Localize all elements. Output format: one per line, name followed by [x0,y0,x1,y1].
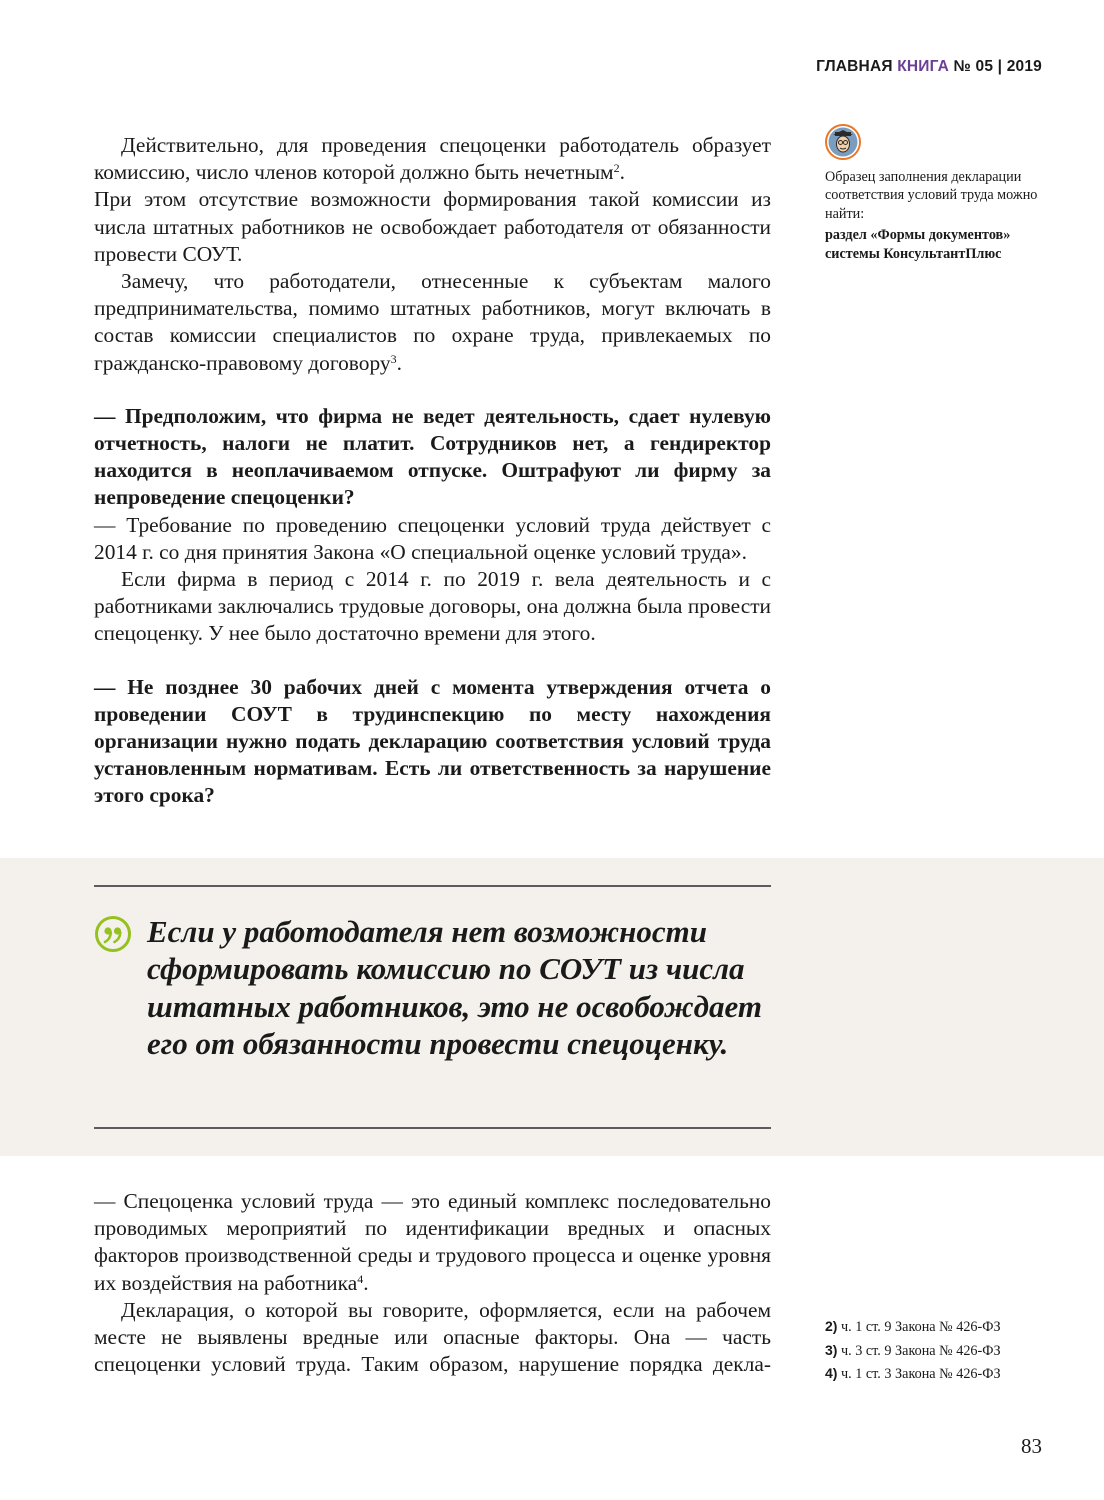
footnote-ref: 4 [357,1271,364,1286]
paragraph: Декларация, о которой вы говорите, оформляется, если на рабочем месте не выявлены вредные или опасные факторы. Она — часть спецоценки условий труда. Таким образом, нарушение порядка декла- [94,1297,771,1377]
quote-top-rule [94,885,771,887]
sidebar-note-text: Образец заполнения декларации соответствия условий труда можно найти: [825,169,1038,222]
masthead-brand-accent: КНИГА [897,58,950,75]
sidebar-note [825,124,1055,263]
pull-quote [0,858,1104,1156]
quote-mark-icon [94,915,132,953]
sidebar-link: раздел «Формы документов» системы КонсультантПлюс [825,227,1011,262]
footnote: 2) ч. 1 ст. 9 Закона № 426-ФЗ [825,1318,1001,1335]
interview-answer: — Требование по проведению спецоценки условий труда действует с 2014 г. со дня принятия Закона «О специальной оценке условий труда». [94,512,771,564]
article-column-top [94,132,771,810]
footnote: 4) ч. 1 ст. 3 Закона № 426-ФЗ [825,1365,1001,1382]
interview-question: — Не позднее 30 рабочих дней с момента утверждения отчета о проведении СОУТ в трудинспекцию по месту нахождения организации нужно подать декларацию соответствия условий труда установленным нормативам. Есть ли ответственность за нарушение этого срока? [94,674,771,808]
article-column-bottom [94,1188,771,1378]
footnote: 3) ч. 3 ст. 9 Закона № 426-ФЗ [825,1341,1001,1359]
expert-avatar-icon [825,124,861,160]
masthead-issue: № 05 | 2019 [953,58,1042,75]
interview-answer: — Спецоценка условий труда — это единый комплекс последовательно проводимых мероприятий по идентификации вредных и опасных факторов производственной среды и трудового процесса и оценке уровня их воздействия на работника$^4$. [94,1189,771,1295]
interview-question: — Предположим, что фирма не ведет деятельность, сдает нулевую отчетность, налоги не платит. Сотрудников нет, а гендиректор находится в неоплачиваемом отпуске. Оштрафуют ли фирму за непроведение спецоценки? [94,403,771,510]
footnote-ref: 3 [390,351,397,366]
paragraph: Замечу, что работодатели, отнесенные к субъектам малого предпринимательства, помимо штатных работников, могут включать в состав комиссии специалистов по охране труда, привлекаемых по гражданско-правовому договору$^3$. [94,269,771,375]
pull-quote-text: Если у работодателя нет возможности сформировать комиссию по СОУТ из числа штатных работников, это не освобождает его от обязанности провести спецоценку. [147,914,763,1061]
quote-bottom-rule [94,1127,771,1129]
paragraph: Если фирма в период с 2014 г. по 2019 г. вела деятельность и с работниками заключались трудовые договоры, она должна была провести спецоценку. У нее было достаточно времени для этого. [94,567,771,646]
page-number: 83 [1021,1434,1042,1458]
paragraph: Действительно, для проведения спецоценки работодатель образует комиссию, число членов которой должно быть нечетным$^2$. [94,133,771,185]
footnote-ref: 2 [613,161,620,176]
masthead-brand: ГЛАВНАЯ [816,58,893,75]
footnotes [825,1315,1001,1386]
paragraph: При этом отсутствие возможности формирования такой комиссии из числа штатных работников не освобождает работодателя от обязанности провести СОУТ. [94,187,771,266]
masthead [816,58,1042,76]
